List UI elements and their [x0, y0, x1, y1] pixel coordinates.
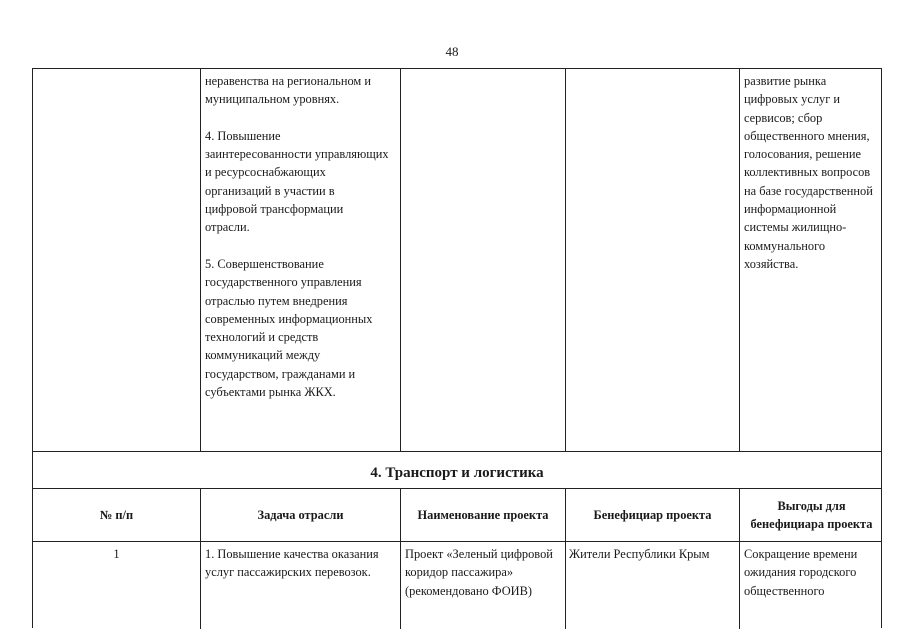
column-header-project: Наименование проекта	[417, 508, 549, 522]
page-number: 48	[445, 44, 459, 59]
section-title: 4. Транспорт и логистика	[370, 465, 544, 481]
table-row-number: 1	[113, 547, 120, 561]
table-row-project: Проект «Зеленый цифровой коридор пассажира» (рекомендовано ФОИВ)	[405, 547, 553, 598]
table-row-task: 1. Повышение качества оказания услуг пассажирских перевозок.	[205, 547, 379, 580]
benefits-cell-continuation: развитие рынка цифровых услуг и сервисов; сбор общественного мнения, голосования, решение коллективных вопросов на базе государственной информационной системы жилищно- коммунального хозяйства.	[744, 74, 873, 271]
column-header-number: № п/п	[99, 508, 134, 522]
table-row-beneficiary: Жители Республики Крым	[569, 547, 710, 561]
column-header-beneficiary: Бенефициар проекта	[593, 508, 712, 522]
row-divider	[33, 451, 881, 452]
table-row-benefits: Сокращение времени ожидания городского общественного	[744, 547, 858, 598]
column-divider	[739, 69, 740, 451]
column-divider	[400, 69, 401, 451]
column-header-task: Задача отрасли	[257, 508, 344, 522]
column-header-benefits: Выгоды для бенефициара проекта	[750, 499, 873, 531]
row-divider	[33, 541, 881, 542]
task-cell-continuation: неравенства на региональном и муниципальном уровнях. 4. Повышение заинтересованности управляющих и ресурсоснабжающих организаций в участии в цифровой трансформации отрасли. 5. Совершенствование государственного управления отраслью путем внедрения современных информационных технологий и средств коммуникаций между государством, гражданами и субъектами рынка ЖКХ.	[205, 74, 389, 400]
document-table	[32, 68, 882, 628]
column-divider	[565, 69, 566, 451]
column-divider	[200, 69, 201, 451]
